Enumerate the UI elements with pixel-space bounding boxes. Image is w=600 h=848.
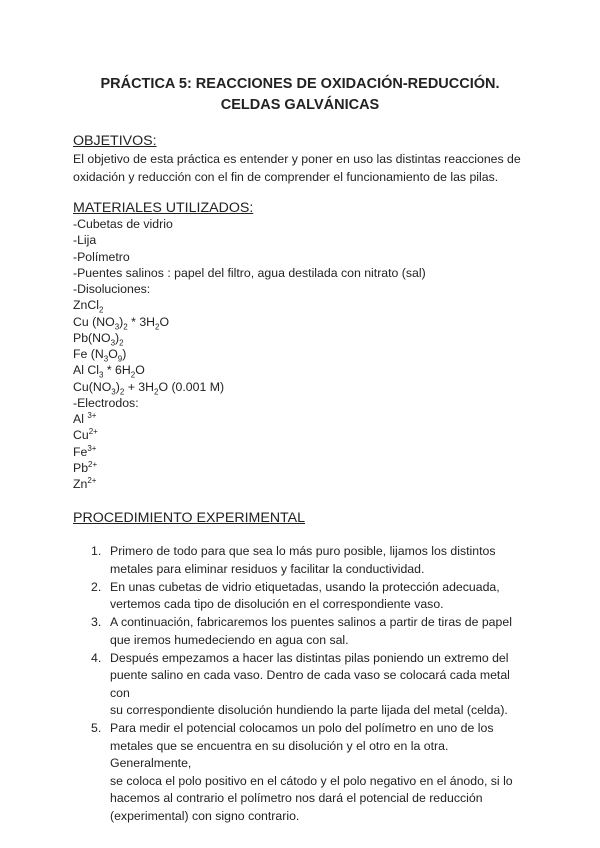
disolucion-item: Al $Cl_3 * 6H_2O$ [73,363,145,380]
procedure-step [86,720,516,825]
step-number: 2. [91,579,102,594]
objetivos-heading: OBJETIVOS: [73,133,157,149]
step-number: 5. [91,721,102,735]
procedure-step [86,614,516,649]
objetivos-paragraph [73,150,533,186]
electrodo-item: $Cu^{2+}$ [73,427,98,443]
electrodos-label: -Electrodos: [73,395,139,410]
materiales-heading: MATERIALES UTILIZADOS: [73,200,254,216]
step-line: Primero de todo para que sea lo más puro posible, lijamos los distintos [110,544,496,558]
electrodo-item: $Fe^{3+}$ [73,443,97,459]
disolucion-item: $Pb(NO_3)_2$ [73,330,124,348]
step-number: 4. [91,650,102,665]
step-number: 3. [91,615,102,629]
objetivos-line-2: oxidación y reducción con el fin de comprender el funcionamiento de las pilas. [73,170,499,184]
disolucion-item: $Cu(NO_3)_2 + 3H_2O$ (0.001 M) [73,379,225,396]
disolucion-item: ZnCl$_2$ [73,298,104,315]
procedure-step [86,543,516,578]
material-item: -Polímetro [73,249,130,264]
step-line: metales que se encuentra en su disolución y el otro en la otra. Generalmente, [110,738,449,770]
material-item: -Cubetas de vidrio [73,217,173,231]
materiales-list [73,216,426,492]
step-line: que iremos humedeciendo en agua con sal. [110,632,349,647]
disolucion-item: Cu $(NO_3)_2 * 3H_2O$ [73,314,170,331]
procedimiento-heading: PROCEDIMIENTO EXPERIMENTAL [73,510,306,526]
material-item: -Puentes salinos : papel del filtro, agua destilada con nitrato (sal) [73,265,426,280]
step-line: metales para eliminar residuos y facilitar la conductividad. [110,561,425,576]
step-line: puente salino en cada vaso. Dentro de cada vaso se colocará cada metal con [110,668,510,700]
step-line: A continuación, fabricaremos los puentes salinos a partir de tiras de papel [110,615,512,629]
material-item: -Disoluciones: [73,282,151,296]
step-line: se coloca el polo positivo en el cátodo y el polo negativo en el ánodo, si lo [110,773,513,788]
title-line-1: PRÁCTICA 5: REACCIONES DE OXIDACIÓN-REDUCCIÓN. [100,76,500,92]
electrodo-item: $Pb^{2+}$ [73,459,98,475]
procedimiento-list [86,543,516,826]
material-item: -Lija [73,233,97,248]
procedure-step [86,579,516,614]
step-line: Para medir el potencial colocamos un polo del polímetro en uno de los [110,721,494,735]
title-line-2: CELDAS GALVÁNICAS [220,97,380,113]
step-line: En unas cubetas de vidrio etiquetadas, usando la protección adecuada, [110,579,500,594]
document-title [0,74,600,116]
step-line: vertemos cada tipo de disolución en el correspondiente vaso. [110,597,444,611]
step-line: su correspondiente disolución hundiendo la parte lijada del metal (celda). [110,703,508,717]
step-line: (experimental) con signo contrario. [110,808,300,823]
electrodo-item: Al $^{3+}$ [73,410,97,426]
step-line: hacemos al contrario el polímetro nos dará el potencial de reducción [110,791,483,805]
procedure-step [86,650,516,720]
objetivos-line-1: El objetivo de esta práctica es entender y poner en uso las distintas reacciones de [73,152,521,166]
step-line: Después empezamos a hacer las distintas pilas poniendo un extremo del [110,650,509,665]
electrodo-item: $Zn^{2+}$ [73,475,97,491]
disolucion-item: Fe $(N_3O_9)$ [73,347,127,364]
step-number: 1. [91,544,102,558]
